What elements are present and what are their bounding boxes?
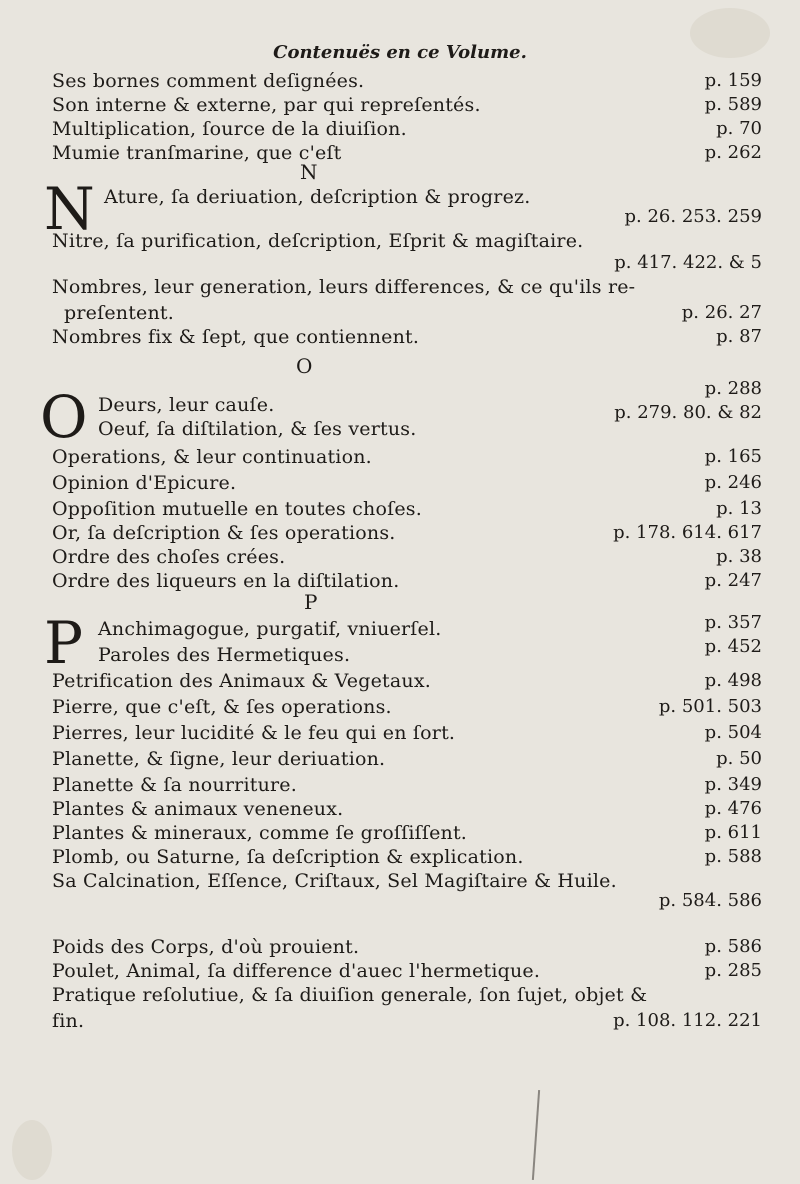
paper-crease: [532, 1090, 540, 1180]
section-letter-n: N: [300, 160, 318, 184]
drop-cap-p: P: [44, 609, 84, 677]
paper-stain: [12, 1120, 52, 1180]
page-header: Contenuës en ce Volume.: [273, 42, 527, 63]
section-letter-p: P: [304, 590, 318, 614]
drop-cap-o: O: [40, 383, 88, 451]
drop-cap-n: N: [44, 175, 95, 243]
book-page: Contenuës en ce Volume. Ses bornes comment deſignées. p. 159 Son interne & externe, par qui repreſentés. p. 589 Multiplication, ſource de la diuiſion. p. 70 Mumie tranſmarine, que c'eſt p. 262 N N Ature, ſa deriuation, deſcription & progrez. p. 26. 253. 259 Nitre, ſa purification, deſcription, Eſprit & magiſtaire. p. 417. 422. & 5 Nombres, leur generation, leurs differences, & ce qu'ils re- preſentent. p. 26. 27 Nombres fix & ſept, que contiennent. p. 87 O O Deurs, leur cauſe. p. 288 Oeuf, ſa diſtilation, & ſes vertus. p. 279. 80. & 82 Operations, & leur continuation. p. 165 Opinion d'Epicure. p. 246 Oppoſition mutuelle en toutes choſes. p. 13 Or, ſa deſcription & ſes operations. p. 178. 614. 617 Ordre des choſes crées. p. 38 Ordre des liqueurs en la diſtilation. p. 247 P P Anchimagogue, purgatif, vniuerſel. p. 357 Paroles des Hermetiques. p. 452 Petrification des Animaux & Vegetaux. p. 498 Pierre, que c'eſt, & ſes operations. p. 501. 503 Pierres, leur lucidité & le feu qui en ſort. p. 504 Planette, & ſigne, leur deriuation. p. 50 Planette & ſa nourriture. p. 349 Plantes & animaux veneneux. p. 476 Plantes & mineraux, comme ſe groſſiſſent. p. 611 Plomb, ou Saturne, ſa deſcription & explication. p. 588 Sa Calcination, Eſſence, Criſtaux, Sel Magiſtaire & Huile. p. 584. 586 Poids des Corps, d'où prouient. p. 586 Poulet, Animal, ſa difference d'auec l'hermetique. p. 285 Pratique reſolutiue, & ſa diuiſion generale, ſon ſujet, objet & fin. p. 108. 112. 221: [0, 0, 800, 1184]
section-letter-o: O: [296, 354, 313, 378]
